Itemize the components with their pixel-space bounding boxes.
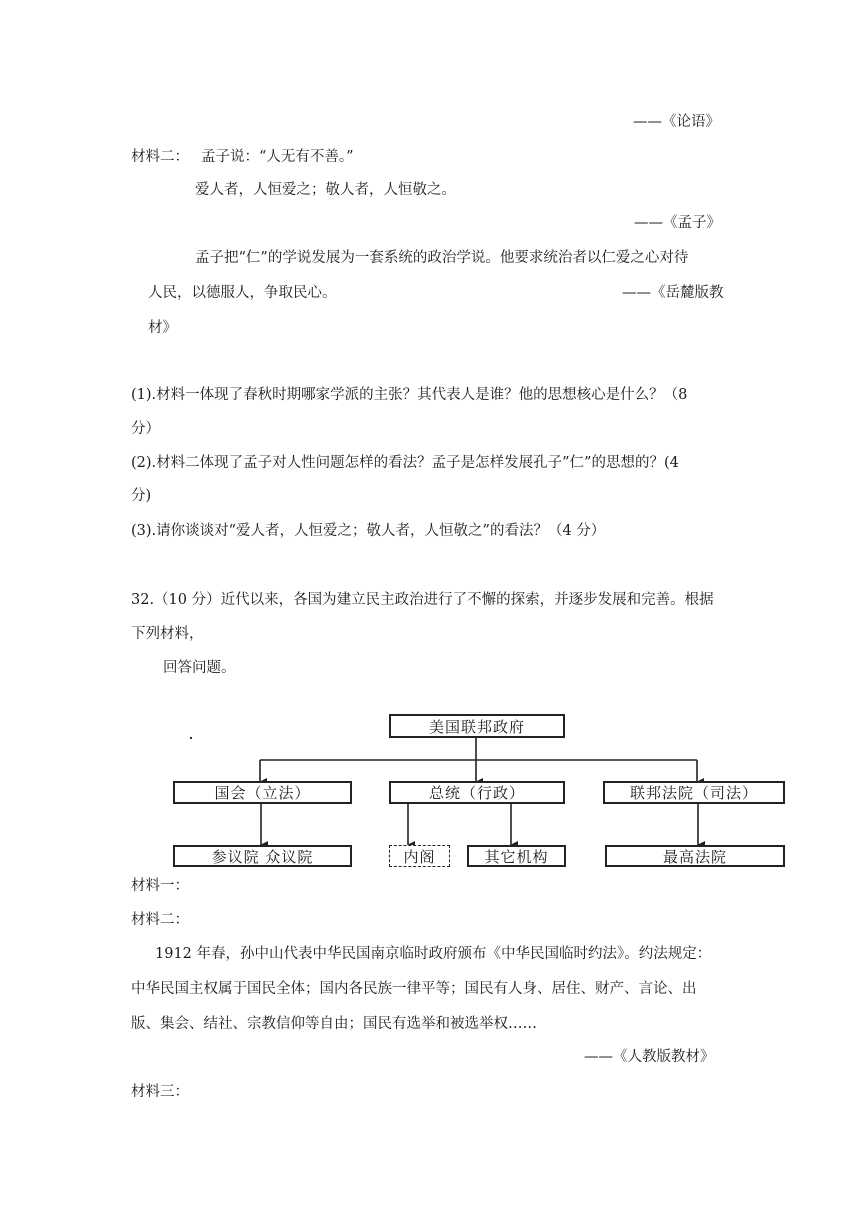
node-cabinet: 内阁	[389, 845, 450, 867]
question-32-line1: 32.（10 分）近代以来，各国为建立民主政治进行了不懈的探索，并逐步发展和完善。根据	[131, 592, 714, 608]
node-other-agencies: 其它机构	[467, 845, 566, 867]
source-renjiao: ——《人教版教材》	[584, 1049, 715, 1065]
node-federal-government: 美国联邦政府	[389, 714, 565, 738]
source-lunyu: ——《论语》	[633, 114, 720, 130]
material-2-quote: 孟子说：“人无有不善。”	[201, 149, 354, 165]
material-2b-line1: 1912 年春，孙中山代表中华民国南京临时政府颁布《中华民国临时约法》。约法规定：	[155, 946, 712, 962]
node-congress: 国会（立法）	[173, 781, 352, 804]
material-2-line2: 爱人者，人恒爱之；敬人者，人恒敬之。	[195, 182, 456, 198]
question-3: (3).请你谈谈对“爱人者，人恒爱之；敬人者，人恒敬之”的看法？（4 分）	[131, 523, 606, 539]
material-1-label: 材料一：	[131, 878, 189, 894]
question-1-line2: 分）	[131, 421, 160, 437]
source-yuelu-part2: 材》	[148, 320, 177, 336]
material-2b-line2: 中华民国主权属于国民全体；国内各民族一律平等；国民有人身、居住、财产、言论、出	[131, 981, 697, 997]
question-2-line1: (2).材料二体现了孟子对人性问题怎样的看法？孟子是怎样发展孔子”仁”的思想的？(4	[131, 455, 679, 471]
node-federal-court: 联邦法院（司法）	[603, 781, 785, 804]
material-3-label: 材料三：	[131, 1084, 189, 1100]
question-2-line2: 分)	[131, 488, 152, 504]
source-yuelu-part1: ——《岳麓版教	[622, 285, 724, 301]
question-32-line3: 回答问题。	[163, 660, 236, 676]
material-2-para-line1: 孟子把“仁”的学说发展为一套系统的政治学说。他要求统治者以仁爱之心对待	[195, 250, 689, 266]
node-president: 总统（行政）	[389, 781, 565, 804]
question-32-line2: 下列材料，	[131, 626, 204, 642]
node-senate-house: 参议院 众议院	[173, 845, 352, 867]
source-mengzi: ——《孟子》	[634, 215, 721, 231]
question-1-line1: (1).材料一体现了春秋时期哪家学派的主张？其代表人是谁？他的思想核心是什么？（8	[131, 387, 688, 403]
material-2-para-line2: 人民，以德服人，争取民心。	[148, 285, 337, 301]
material-2-label: 材料二：	[131, 149, 189, 165]
material-2b-line3: 版、集会、结社、宗教信仰等自由；国民有选举和被选举权……	[131, 1016, 537, 1032]
material-2b-label: 材料二：	[131, 912, 189, 928]
node-supreme-court: 最高法院	[605, 845, 785, 867]
